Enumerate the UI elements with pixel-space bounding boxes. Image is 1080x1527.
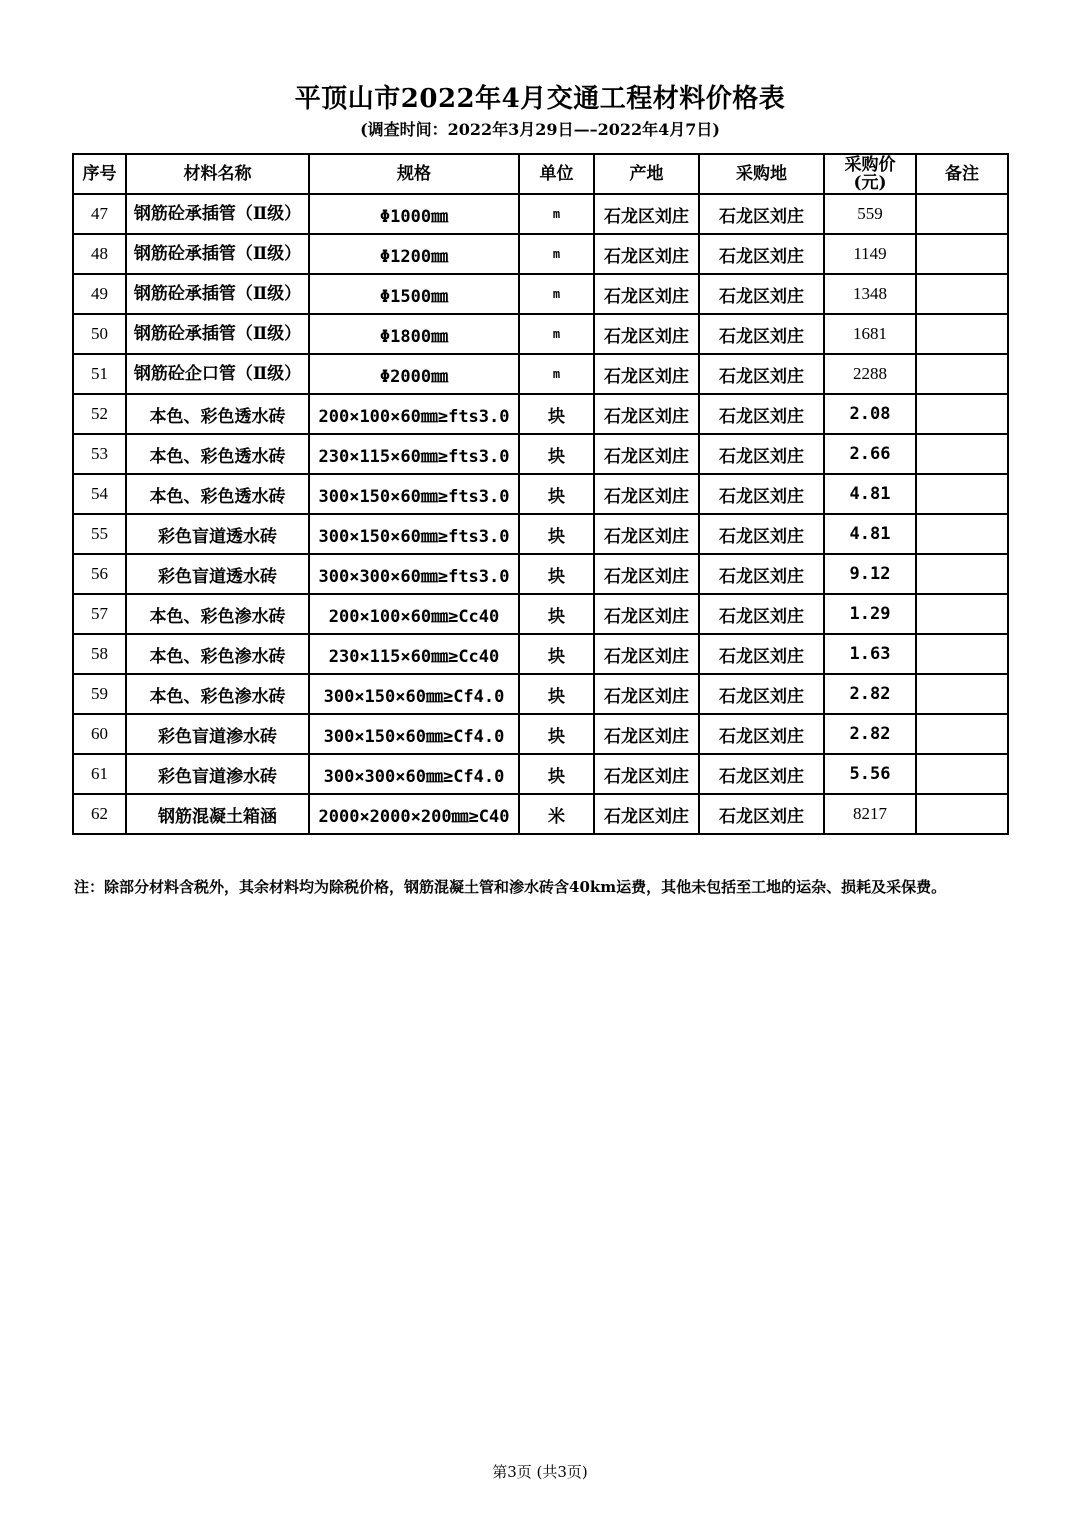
cell-purchase-place: 石龙区刘庄 <box>699 674 824 714</box>
cell-price: 2.66 <box>824 434 916 474</box>
cell-purchase-place: 石龙区刘庄 <box>699 634 824 674</box>
cell-purchase-place: 石龙区刘庄 <box>699 314 824 354</box>
cell-material-name: 本色、彩色渗水砖 <box>126 634 309 674</box>
cell-price: 2288 <box>824 354 916 394</box>
cell-remark <box>916 314 1008 354</box>
table-row <box>73 634 1008 674</box>
cell-unit: 块 <box>519 594 594 634</box>
table-row <box>73 594 1008 634</box>
table-row <box>73 514 1008 554</box>
table-row <box>73 674 1008 714</box>
cell-origin: 石龙区刘庄 <box>594 754 699 794</box>
cell-remark <box>916 554 1008 594</box>
cell-origin: 石龙区刘庄 <box>594 354 699 394</box>
cell-unit: m <box>519 274 594 314</box>
cell-remark <box>916 194 1008 234</box>
cell-material-name: 钢筋砼承插管（Ⅱ级） <box>126 234 309 274</box>
cell-remark <box>916 714 1008 754</box>
table-header-row <box>73 154 1008 194</box>
cell-material-name: 钢筋砼企口管（Ⅱ级） <box>126 354 309 394</box>
cell-material-name: 钢筋砼承插管（Ⅱ级） <box>126 314 309 354</box>
cell-no: 51 <box>73 354 126 394</box>
header-spec: 规格 <box>309 154 519 194</box>
cell-price: 1681 <box>824 314 916 354</box>
cell-purchase-place: 石龙区刘庄 <box>699 354 824 394</box>
cell-no: 57 <box>73 594 126 634</box>
cell-origin: 石龙区刘庄 <box>594 234 699 274</box>
cell-no: 49 <box>73 274 126 314</box>
cell-remark <box>916 754 1008 794</box>
cell-material-name: 钢筋砼承插管（Ⅱ级） <box>126 194 309 234</box>
header-purchase-place: 采购地 <box>699 154 824 194</box>
cell-origin: 石龙区刘庄 <box>594 594 699 634</box>
cell-unit: m <box>519 194 594 234</box>
cell-remark <box>916 794 1008 834</box>
cell-spec: Φ1500㎜ <box>309 274 519 314</box>
cell-no: 58 <box>73 634 126 674</box>
cell-material-name: 彩色盲道透水砖 <box>126 514 309 554</box>
header-no: 序号 <box>73 154 126 194</box>
table-row <box>73 194 1008 234</box>
cell-purchase-place: 石龙区刘庄 <box>699 394 824 434</box>
cell-material-name: 本色、彩色透水砖 <box>126 434 309 474</box>
cell-spec: 200×100×60㎜≥Cc40 <box>309 594 519 634</box>
table-row <box>73 234 1008 274</box>
survey-period: (调查时间：2022年3月29日—–2022年4月7日) <box>360 120 720 139</box>
cell-purchase-place: 石龙区刘庄 <box>699 754 824 794</box>
cell-remark <box>916 394 1008 434</box>
cell-origin: 石龙区刘庄 <box>594 634 699 674</box>
cell-spec: Φ1000㎜ <box>309 194 519 234</box>
cell-spec: 300×150×60㎜≥fts3.0 <box>309 514 519 554</box>
cell-spec: 300×300×60㎜≥fts3.0 <box>309 554 519 594</box>
cell-no: 61 <box>73 754 126 794</box>
cell-material-name: 彩色盲道渗水砖 <box>126 714 309 754</box>
cell-material-name: 彩色盲道透水砖 <box>126 554 309 594</box>
cell-origin: 石龙区刘庄 <box>594 314 699 354</box>
cell-no: 50 <box>73 314 126 354</box>
cell-spec: 230×115×60㎜≥Cc40 <box>309 634 519 674</box>
cell-spec: Φ2000㎜ <box>309 354 519 394</box>
cell-origin: 石龙区刘庄 <box>594 274 699 314</box>
cell-purchase-place: 石龙区刘庄 <box>699 474 824 514</box>
cell-remark <box>916 594 1008 634</box>
cell-origin: 石龙区刘庄 <box>594 434 699 474</box>
cell-no: 55 <box>73 514 126 554</box>
table-body <box>73 194 1008 834</box>
cell-price: 9.12 <box>824 554 916 594</box>
cell-unit: 块 <box>519 754 594 794</box>
cell-price: 2.82 <box>824 714 916 754</box>
page-number: 第3页 (共3页) <box>492 1463 588 1481</box>
cell-price: 8217 <box>824 794 916 834</box>
cell-purchase-place: 石龙区刘庄 <box>699 234 824 274</box>
cell-origin: 石龙区刘庄 <box>594 674 699 714</box>
cell-no: 56 <box>73 554 126 594</box>
table-row <box>73 394 1008 434</box>
cell-no: 52 <box>73 394 126 434</box>
cell-origin: 石龙区刘庄 <box>594 394 699 434</box>
cell-no: 53 <box>73 434 126 474</box>
cell-unit: 块 <box>519 554 594 594</box>
cell-purchase-place: 石龙区刘庄 <box>699 554 824 594</box>
cell-unit: 块 <box>519 394 594 434</box>
cell-origin: 石龙区刘庄 <box>594 194 699 234</box>
cell-spec: 300×150×60㎜≥fts3.0 <box>309 474 519 514</box>
cell-remark <box>916 634 1008 674</box>
cell-remark <box>916 434 1008 474</box>
cell-remark <box>916 474 1008 514</box>
table-row <box>73 754 1008 794</box>
cell-unit: m <box>519 354 594 394</box>
cell-spec: 230×115×60㎜≥fts3.0 <box>309 434 519 474</box>
cell-price: 5.56 <box>824 754 916 794</box>
cell-remark <box>916 674 1008 714</box>
cell-origin: 石龙区刘庄 <box>594 474 699 514</box>
table-row <box>73 434 1008 474</box>
header-name: 材料名称 <box>126 154 309 194</box>
cell-purchase-place: 石龙区刘庄 <box>699 594 824 634</box>
cell-unit: 块 <box>519 674 594 714</box>
cell-no: 59 <box>73 674 126 714</box>
cell-origin: 石龙区刘庄 <box>594 554 699 594</box>
cell-purchase-place: 石龙区刘庄 <box>699 194 824 234</box>
cell-origin: 石龙区刘庄 <box>594 714 699 754</box>
cell-price: 2.08 <box>824 394 916 434</box>
table-row <box>73 474 1008 514</box>
table-row <box>73 714 1008 754</box>
table-row <box>73 554 1008 594</box>
cell-purchase-place: 石龙区刘庄 <box>699 714 824 754</box>
cell-spec: 300×150×60㎜≥Cf4.0 <box>309 674 519 714</box>
cell-material-name: 本色、彩色渗水砖 <box>126 594 309 634</box>
cell-unit: 米 <box>519 794 594 834</box>
cell-remark <box>916 234 1008 274</box>
cell-price: 1.63 <box>824 634 916 674</box>
cell-price: 4.81 <box>824 474 916 514</box>
table-row <box>73 274 1008 314</box>
cell-spec: 300×300×60㎜≥Cf4.0 <box>309 754 519 794</box>
table-row <box>73 794 1008 834</box>
cell-spec: Φ1800㎜ <box>309 314 519 354</box>
cell-purchase-place: 石龙区刘庄 <box>699 514 824 554</box>
cell-no: 62 <box>73 794 126 834</box>
cell-spec: Φ1200㎜ <box>309 234 519 274</box>
price-table <box>72 153 1009 835</box>
cell-no: 54 <box>73 474 126 514</box>
cell-unit: 块 <box>519 714 594 754</box>
cell-no: 60 <box>73 714 126 754</box>
cell-price: 1348 <box>824 274 916 314</box>
cell-price: 1.29 <box>824 594 916 634</box>
cell-price: 559 <box>824 194 916 234</box>
cell-price: 2.82 <box>824 674 916 714</box>
header-remark: 备注 <box>916 154 1008 194</box>
cell-material-name: 本色、彩色透水砖 <box>126 394 309 434</box>
cell-material-name: 彩色盲道渗水砖 <box>126 754 309 794</box>
cell-origin: 石龙区刘庄 <box>594 794 699 834</box>
cell-price: 1149 <box>824 234 916 274</box>
cell-no: 47 <box>73 194 126 234</box>
cell-purchase-place: 石龙区刘庄 <box>699 794 824 834</box>
cell-spec: 2000×2000×200㎜≥C40 <box>309 794 519 834</box>
cell-remark <box>916 354 1008 394</box>
cell-unit: m <box>519 314 594 354</box>
cell-material-name: 钢筋砼承插管（Ⅱ级） <box>126 274 309 314</box>
page-title: 平顶山市2022年4月交通工程材料价格表 <box>294 84 786 114</box>
cell-price: 4.81 <box>824 514 916 554</box>
cell-purchase-place: 石龙区刘庄 <box>699 434 824 474</box>
header-price: 采购价 (元) <box>824 154 916 194</box>
cell-spec: 300×150×60㎜≥Cf4.0 <box>309 714 519 754</box>
cell-origin: 石龙区刘庄 <box>594 514 699 554</box>
cell-unit: 块 <box>519 514 594 554</box>
cell-unit: 块 <box>519 634 594 674</box>
cell-remark <box>916 274 1008 314</box>
cell-remark <box>916 514 1008 554</box>
cell-purchase-place: 石龙区刘庄 <box>699 274 824 314</box>
cell-spec: 200×100×60㎜≥fts3.0 <box>309 394 519 434</box>
cell-unit: 块 <box>519 434 594 474</box>
header-unit: 单位 <box>519 154 594 194</box>
cell-material-name: 本色、彩色渗水砖 <box>126 674 309 714</box>
cell-unit: m <box>519 234 594 274</box>
table-row <box>73 354 1008 394</box>
cell-material-name: 本色、彩色透水砖 <box>126 474 309 514</box>
cell-no: 48 <box>73 234 126 274</box>
cell-material-name: 钢筋混凝土箱涵 <box>126 794 309 834</box>
header-origin: 产地 <box>594 154 699 194</box>
table-row <box>73 314 1008 354</box>
cell-unit: 块 <box>519 474 594 514</box>
footnote: 注：除部分材料含税外，其余材料均为除税价格，钢筋混凝土管和渗水砖含40km运费，其他未包括至工地的运杂、损耗及采保费。 <box>74 878 947 896</box>
